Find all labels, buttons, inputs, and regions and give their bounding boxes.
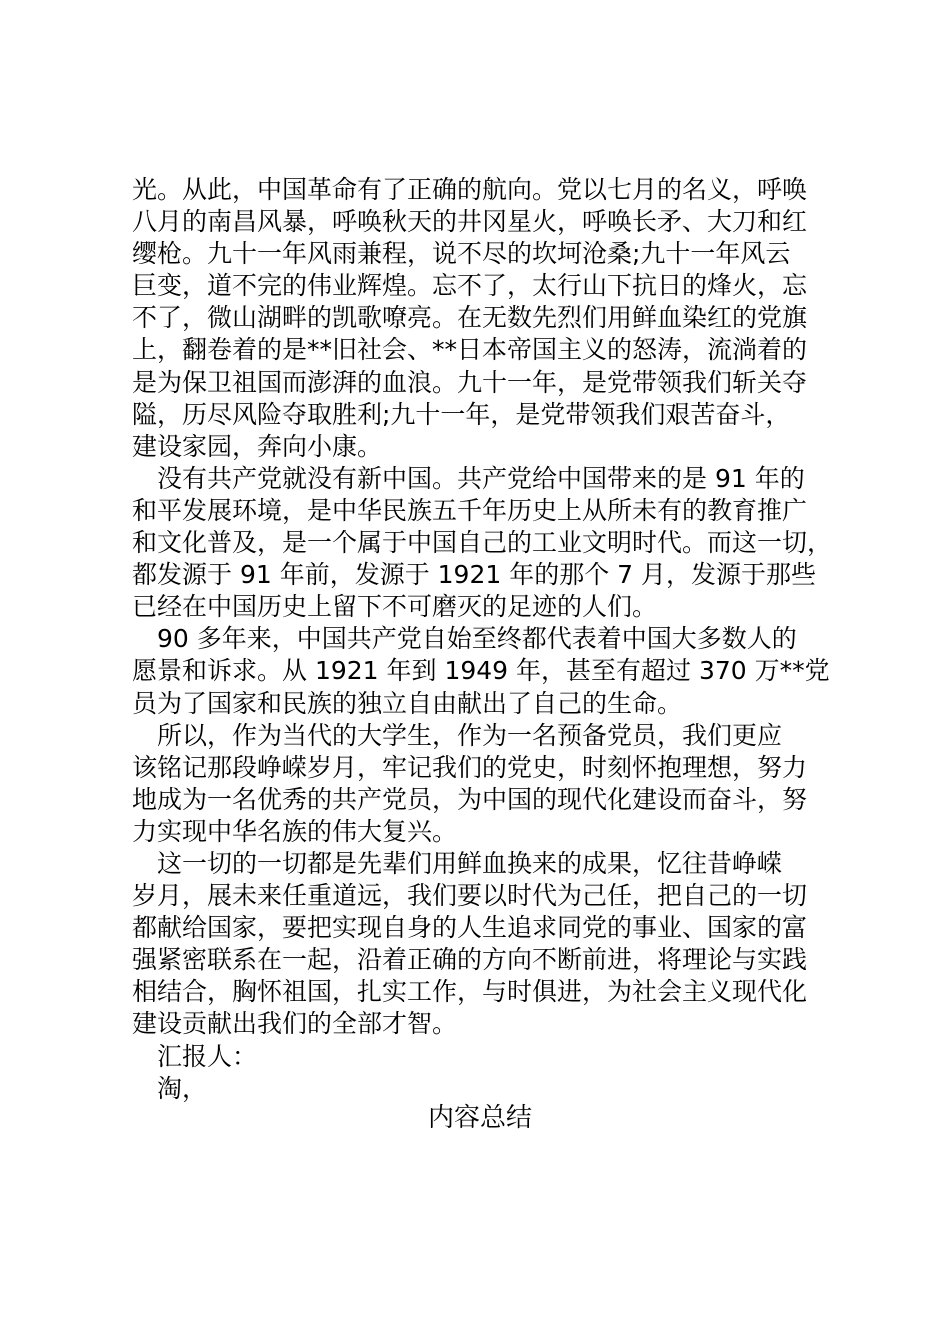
text-line: 和平发展环境，是中华民族五千年历史上从所未有的教育推广 <box>132 495 808 525</box>
text-line: 上，翻卷着的是**旧社会、**日本帝国主义的怒涛，流淌着的 <box>132 335 808 365</box>
reporter-label: 汇报人： <box>132 1041 258 1071</box>
text-line: 地成为一名优秀的共产党员，为中国的现代化建设而奋斗，努 <box>132 784 808 814</box>
text-line: 建设贡献出我们的全部才智。 <box>132 1009 458 1039</box>
text-line: 岁月，展未来任重道远，我们要以时代为己任，把自己的一切 <box>132 881 808 911</box>
document-body <box>132 174 852 1105</box>
text-line: 隘，历尽风险夺取胜利;九十一年，是党带领我们艰苦奋斗， <box>132 399 791 429</box>
text-line: 强紧密联系在一起，沿着正确的方向不断前进，将理论与实践 <box>132 945 808 975</box>
text-line: 愿景和诉求。从 1921 年到 1949 年，甚至有超过 370 万**党 <box>132 656 830 686</box>
text-line: 建设家园，奔向小康。 <box>132 431 383 461</box>
text-line: 光。从此，中国革命有了正确的航向。党以七月的名义，呼唤 <box>132 175 808 204</box>
text-line: 已经在中国历史上留下不可磨灭的足迹的人们。 <box>132 592 658 622</box>
text-line: 缨枪。九十一年风雨兼程，说不尽的坎坷沧桑;九十一年风云 <box>132 239 791 269</box>
summary-heading: 内容总结 <box>427 1103 532 1133</box>
text-line: 八月的南昌风暴，呼唤秋天的井冈星火，呼唤长矛、大刀和红 <box>132 207 808 237</box>
text-line: 不了，微山湖畔的凯歌嘹亮。在无数先烈们用鲜血染红的党旗 <box>132 303 808 333</box>
text-line: 员为了国家和民族的独立自由献出了自己的生命。 <box>132 688 683 718</box>
text-line: 该铭记那段峥嵘岁月，牢记我们的党史，时刻怀抱理想，努力 <box>132 752 808 782</box>
text-line: 相结合，胸怀祖国，扎实工作，与时俱进，为社会主义现代化 <box>132 977 808 1007</box>
text-line: 没有共产党就没有新中国。共产党给中国带来的是 91 年的 <box>132 463 805 493</box>
text-line: 90 多年来，中国共产党自始至终都代表着中国大多数人的 <box>132 624 797 654</box>
text-line: 和文化普及，是一个属于中国自己的工业文明时代。而这一切， <box>132 528 833 558</box>
text-line: 是为保卫祖国而澎湃的血浪。九十一年，是党带领我们斩关夺 <box>132 367 808 397</box>
reporter-name: 淘， <box>132 1073 208 1103</box>
text-line: 都发源于 91 年前，发源于 1921 年的那个 7 月，发源于那些 <box>132 560 817 590</box>
text-line: 所以，作为当代的大学生，作为一名预备党员，我们更应 <box>132 720 783 750</box>
text-line: 力实现中华名族的伟大复兴。 <box>132 816 458 846</box>
text-line: 这一切的一切都是先辈们用鲜血换来的成果，忆往昔峥嵘 <box>132 848 783 878</box>
text-line: 巨变，道不完的伟业辉煌。忘不了，太行山下抗日的烽火，忘 <box>132 271 808 301</box>
text-line: 都献给国家，要把实现自身的人生追求同党的事业、国家的富 <box>132 913 808 943</box>
